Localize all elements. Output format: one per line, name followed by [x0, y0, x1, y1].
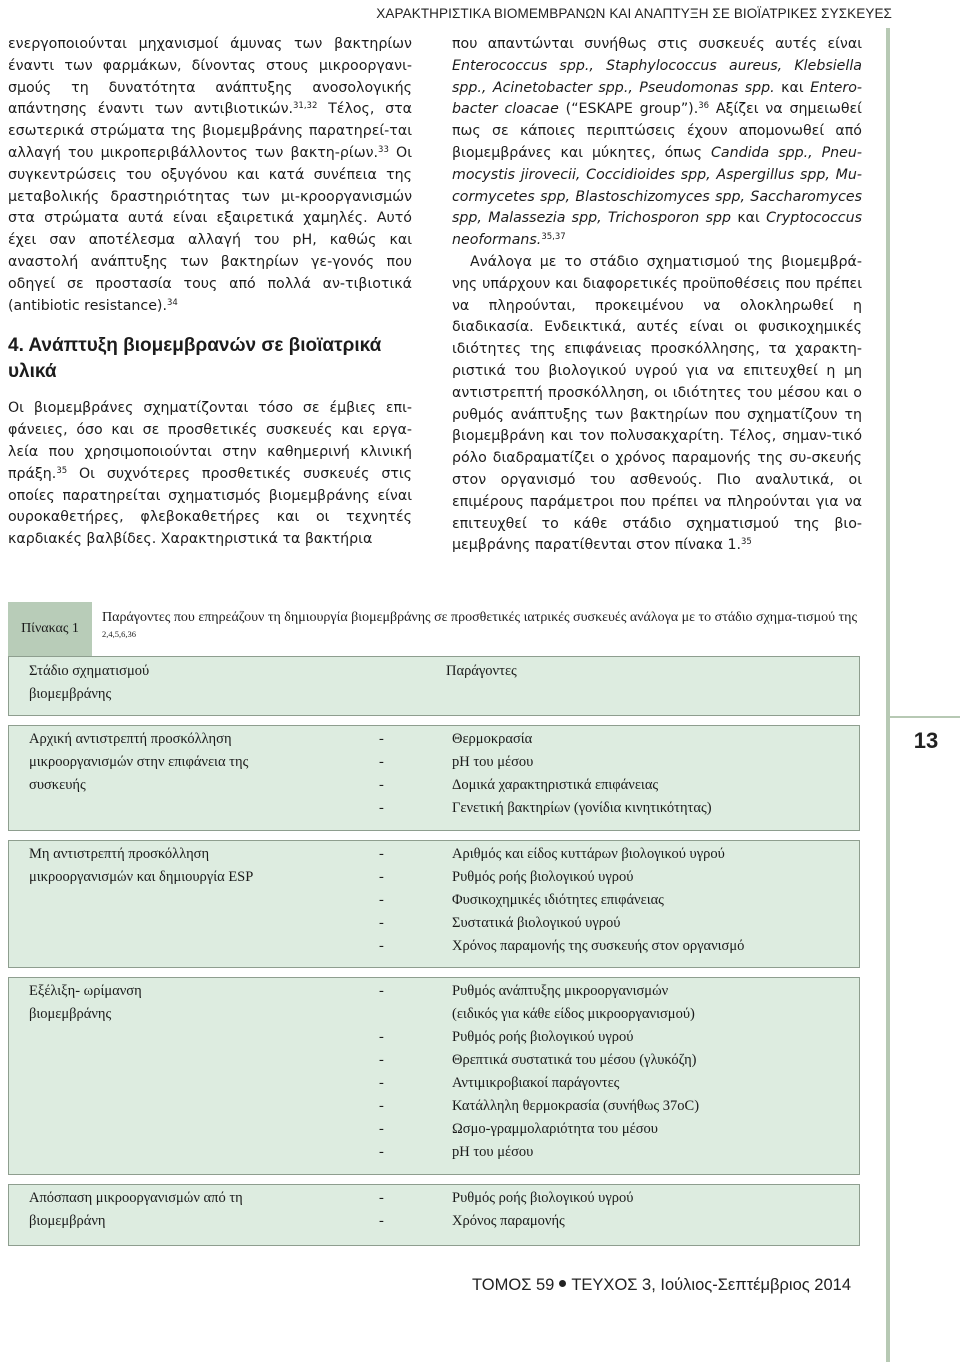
factor-item: - Χρόνος παραμονής της συσκευής στον οργανισμό — [379, 938, 745, 954]
factor-item: - Συστατικά βιολογικού υγρού — [379, 915, 621, 931]
margin-rule — [886, 28, 890, 1362]
factor-item: - Ρυθμός ανάπτυξης μικροοργανισμών — [379, 983, 669, 999]
table-factors — [374, 980, 844, 1164]
citation: 35 — [741, 537, 752, 548]
table-row — [8, 1184, 860, 1246]
table-row — [8, 977, 860, 1175]
factor-item: - Αριθμός και είδος κυττάρων βιολογικού υγρού — [379, 846, 725, 862]
table-row — [8, 725, 860, 831]
species-list: Enterococcus spp., Staphylococcus aureus, Klebsiella spp., Acinetobacter spp., Pseudomonas spp. — [452, 57, 862, 96]
table-header-stage: Στάδιο σχηματισμού βιομεμβράνης — [29, 663, 150, 702]
table-stage: Εξέλιξη- ωρίμανση βιομεμβράνης — [29, 983, 142, 1022]
factor-item: - Ρυθμός ροής βιολογικού υγρού — [379, 1029, 634, 1045]
page-number-rule — [890, 716, 960, 718]
factor-item: - Χρόνος παραμονής — [379, 1213, 565, 1229]
journal-footer — [472, 1276, 851, 1295]
factor-item: - Φυσικοχημικές ιδιότητες επιφάνειας — [379, 892, 664, 908]
factor-item: - Ρυθμός ροής βιολογικού υγρού — [379, 869, 634, 885]
table-stage: Αρχική αντιστρεπτή προσκόλληση μικροοργανισμών στην επιφάνεια της συσκευής — [29, 731, 249, 793]
factor-item: - pH του μέσου — [379, 1144, 534, 1160]
left-column — [8, 34, 412, 551]
left-paragraph-1: ενεργοποιούνται μηχανισμοί άμυνας των βακτηρίων έναντι των φαρμάκων, δίνοντας στους μικροοργανι-σμούς τη δυνατότητα ανάπτυξης ανοσολογικής απάντησης έναντι των αντιβιοτικών.$^{31,32}$ Τέλος, στα εσωτερικά στρώματα της βιομεμβράνης παρατηρεί-ται αλλαγή του μικροπεριβάλλοντος των βακτη-ρίων.$^{33}$ Οι συγκεντρώσεις του οξυγόνου και κατά συνέπεια της μεταβολικής δραστηριότητας των μι-κροοργανισμών στα στρώματα αυτά είναι εξαιρετικά χαμηλές. Αυτό έχει σαν αποτέλεσμα αλλαγή του pH, καθώς και αναστολή ανάπτυξης των βακτηρίων γε-γονός που οδηγεί σε προστασία τους από πολλά αν-τιβιοτικά (antibiotic resistance).$^{34}$ — [8, 36, 412, 314]
citation: 33 — [378, 144, 389, 155]
right-paragraph-2: Ανάλογα με το στάδιο σχηματισμού της βιομεμβρά-νης υπάρχουν και διαφορετικές προϋποθέσεις που πρέπει να πληρούνται, προκειμένου να ολοκληρωθεί η διαδικασία. Ενδεικτικά, αυτές είναι οι φυσικοχημικές ιδιότητες της επιφάνειας προσκόλλησης, τα χαρακτη-ριστικά του βιολογικού υγρού για να επιτευχθεί η μη αντιστρεπτή προσκόλληση, οι ιδιότητες του μέσου και ο ρυθμός ανάπτυξης των βακτηρίων που σχηματίζουν τη βιομεμβράνη και τον πολυσακχαρίτη. Τέλος, σημαν-τικό ρόλο διαδραματίζει ο χρόνος παραμονής της συ-σκευής στον οργανισμό του ασθενούς. Πιο αναλυτικά, οι επιμέρους παράμετροι που πρέπει να πληρούνται για να επιτευχθεί το κάθε στάδιο σχηματισμού της βιο-μεμβράνης παρατίθενται στον πίνακα 1.35 — [452, 253, 862, 554]
factor-item: - Ωσμο-γραμμολαριότητα του μέσου — [379, 1121, 658, 1137]
factor-item: - Αντιμικροβιακοί παράγοντες — [379, 1075, 620, 1091]
factor-item: - pH του μέσου — [379, 754, 534, 770]
table-row — [8, 840, 860, 968]
table-header-factors: Παράγοντες — [446, 663, 517, 679]
table-factors — [374, 1187, 844, 1233]
citation: 2,4,5,6,36 — [102, 629, 136, 639]
table-label: Πίνακας 1 — [8, 602, 92, 656]
factor-item: - Γενετική βακτηρίων (γονίδια κινητικότητας) — [379, 800, 712, 816]
table-factors — [374, 728, 844, 820]
right-paragraph-1: που απαντώνται συνήθως στις συσκευές αυτές είναι Enterococcus spp., Staphylococcus aureus, Klebsiella spp., Acinetobacter spp., Pseudomonas spp. και Entero-bacter cloacae (“ESKAPE group”).$^{36}$ Αξίζει να σημειωθεί πως σε κάποιες περιπτώσεις έχουν απομονωθεί από βιομεμβράνες και μύκητες, όπως Candida spp., Pneu-mocystis jirovecii, Coccidioides spp, Aspergillus spp, Mu-cormycetes spp, Blastoschizomyces spp, Saccharomyces spp, Malassezia spp, Trichosporon spp και Cryptococcus neoformans.$^{35,37}$ — [452, 36, 862, 249]
species-name: Entero-bacter cloacae — [452, 79, 862, 118]
table-stage: Μη αντιστρεπτή προσκόλληση μικροοργανισμών και δημιουργία ESP — [29, 846, 254, 885]
factor-item: - Θρεπτικά συστατικά του μέσου (γλυκόζη) — [379, 1052, 697, 1068]
table-stage: Απόσπαση μικροοργανισμών από τη βιομεμβράνη — [29, 1190, 243, 1229]
right-column — [452, 34, 862, 557]
factor-item: (ειδικός για κάθε είδος μικροοργανισμού) — [452, 1006, 695, 1022]
citation: 35 — [56, 465, 68, 476]
running-header: ΧΑΡΑΚΤΗΡΙΣΤΙΚΑ ΒΙΟΜΕΜΒΡΑΝΩΝ ΚΑΙ ΑΝΑΠΤΥΞΗ ΣΕ ΒΙΟΪΑΤΡΙΚΕΣ ΣΥΣΚΕΥΕΣ — [376, 6, 892, 21]
factor-item: - Ρυθμός ροής βιολογικού υγρού — [379, 1190, 634, 1206]
factor-item: - Δομικά χαρακτηριστικά επιφάνειας — [379, 777, 659, 793]
section-heading: 4. Ανάπτυξη βιομεμβρανών σε βιοϊατρικά υλικά — [8, 335, 382, 383]
citation: 36 — [698, 101, 710, 112]
footer-issue: ΤΕΥΧΟΣ 3, Ιούλιος-Σεπτέμβριος 2014 — [571, 1276, 852, 1294]
factor-item: - Κατάλληλη θερμοκρασία (συνήθως 37οC) — [379, 1098, 700, 1114]
table-caption: Παράγοντες που επηρεάζουν τη δημιουργία βιομεμβράνης σε προσθετικές ιατρικές συσκευές ανάλογα με το στάδιο σχημα-τισμού της $^{2,4,5,6,36}$ — [102, 610, 858, 639]
table-header-row — [8, 656, 860, 716]
factor-item: - Θερμοκρασία — [379, 731, 533, 747]
left-paragraph-2: Οι βιομεμβράνες σχηματίζονται τόσο σε έμβιες επι-φάνειες, όσο και σε προσθετικές συσκευές και εργα-λεία που χρησιμοποιούνται στην καθημερινή κλινική πράξη.$^{35}$ Οι συχνότερες προσθετικές συσκευές στις οποίες παρατηρείται σχηματισμός βιομεμβράνης είναι ουροκαθετήρες, φλεβοκαθετήρες και οι τεχνητές καρδιακές βαλβίδες. Χαρακτηριστικά τα βακτήρια — [8, 400, 412, 548]
table-factors — [374, 843, 844, 958]
bullet-icon — [559, 1280, 566, 1287]
citation: 31,32 — [293, 101, 318, 112]
citation: 34 — [166, 297, 178, 308]
fungi-list: Candida spp., Pneu-mocystis jirovecii, Coccidioides spp, Aspergillus spp, Mu-cormycetes spp, Blastoschizomyces spp, Saccharomyces spp, Malassezia spp, Trichosporon spp — [452, 144, 862, 227]
page-number: 13 — [913, 728, 939, 753]
citation: 35,37 — [541, 232, 566, 243]
footer-volume: ΤΟΜΟΣ 59 — [472, 1276, 555, 1294]
species-name: Cryptococcus neoformans. — [452, 210, 862, 249]
